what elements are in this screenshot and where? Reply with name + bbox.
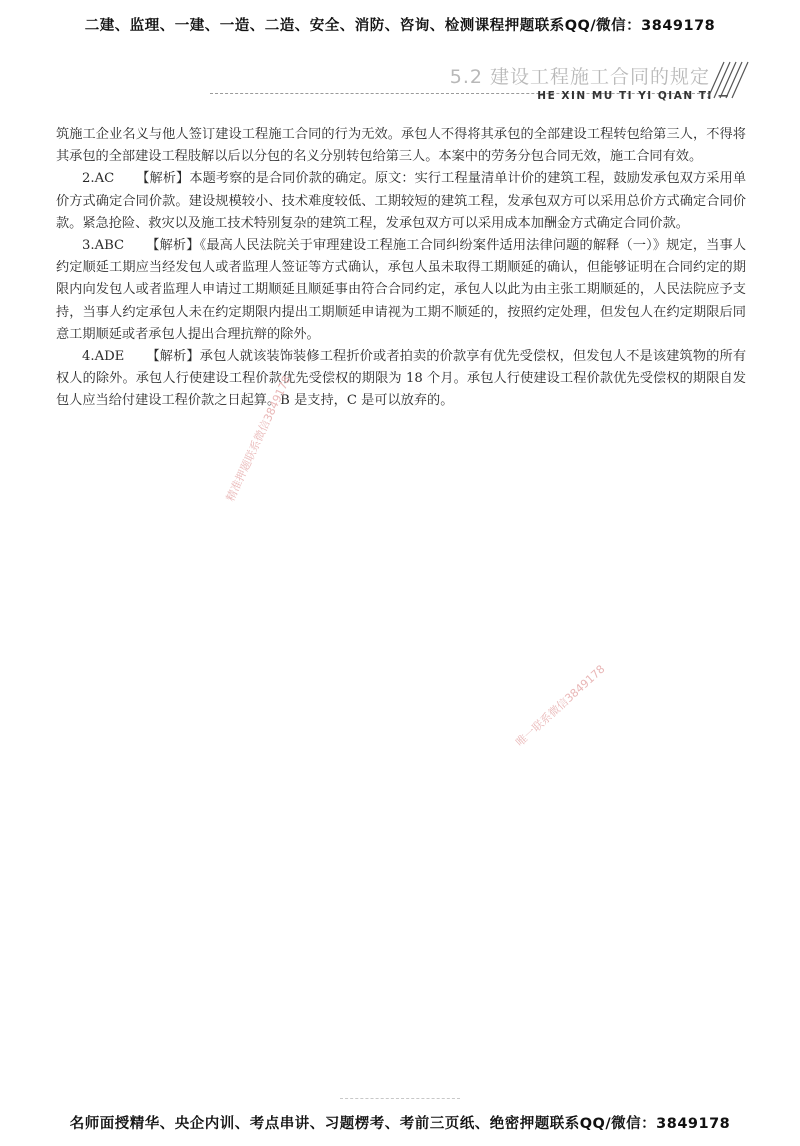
answer-content [56,124,746,413]
answer-4-tag: 【解析】 [146,349,200,365]
answer-2-text: 本题考察的是合同价款的确定。原文：实行工程量清单计价的建筑工程，鼓励发承包双方采用单价方式确定合同价款。建设规模较小、技术难度较低、工期较短的建筑工程，发承包双方可以采用总价方式确定合同价款。紧急抢险、救灾以及施工技术特别复杂的建筑工程，发承包双方可以采用成本加酬金方式确定合同价款。 [56,171,747,231]
answer-2-label: 2.AC [82,171,115,187]
answer-3-tag: 【解析】 [146,238,200,254]
answer-4-label: 4.ADE [82,349,125,365]
watermark-2: 唯一联系微信3849178 [513,662,608,750]
answer-3-label: 3.ABC [82,238,125,254]
page-footer-mark [340,1098,460,1103]
answer-4-text: 承包人就该装饰装修工程折价或者拍卖的价款享有优先受偿权，但发包人不是该建筑物的所有权人的除外。承包人行使建设工程价款优先受偿权的期限为 18 个月。承包人行使建设工程价款优先受偿权的期限自发包人应当给付建设工程价款之日起算。B 是支持，C 是可以放弃的。 [56,349,747,409]
section-subtitle: HE XIN MU TI YI QIAN TI — [537,90,730,102]
top-banner: 二建、监理、一建、一造、二造、安全、消防、咨询、检测课程押题联系QQ/微信：3849178 [84,18,716,34]
bottom-banner: 名师面授精华、央企内训、考点串讲、习题楞考、考前三页纸、绝密押题联系QQ/微信：3849178 [69,1116,731,1132]
watermark-1: 精准押题联系微信3849178 [223,373,294,504]
answer-3 [56,235,746,346]
answer-4 [56,346,746,413]
answer-3-text: 《最高人民法院关于审理建设工程施工合同纠纷案件适用法律问题的解释（一）》规定，当事人约定顺延工期应当经发包人或者监理人签证等方式确认，承包人虽未取得工期顺延的确认，但能够证明在合同约定的期限内向发包人或者监理人申请过工期顺延且顺延事由符合合同约定，承包人以此为由主张工期顺延的，人民法院应予支持，当事人约定承包人未在约定期限内提出工期顺延申请视为工期不顺延的，按照约定处理，但发包人在约定期限后同意工期顺延或者承包人提出合理抗辩的除外。 [56,238,747,342]
answer-2-tag: 【解析】 [136,171,190,187]
answer-2 [56,168,746,235]
section-header [210,60,750,110]
hatch-decoration-icon [706,60,750,100]
section-title: 5.2 建设工程施工合同的规定 [449,66,710,88]
paragraph-continuation: 筑施工企业名义与他人签订建设工程施工合同的行为无效。承包人不得将其承包的全部建设工程转包给第三人，不得将其承包的全部建设工程肢解以后以分包的名义分别转包给第三人。本案中的劳务分包合同无效，施工合同有效。 [56,127,746,165]
